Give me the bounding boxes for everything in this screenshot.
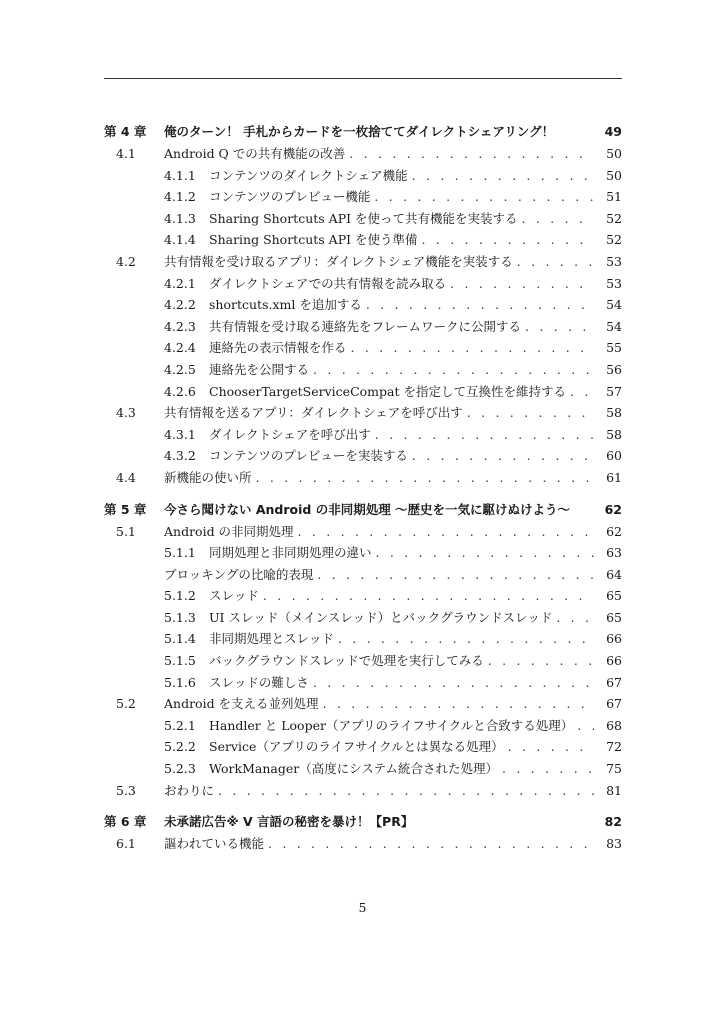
chapter-number: 第 6 章 — [104, 814, 147, 830]
entry-number: 4.4 — [116, 469, 136, 485]
entry-title: WorkManager（高度にシステム統合された処理） — [209, 761, 498, 777]
entry-title: コンテンツのダイレクトシェア機能 — [209, 167, 408, 183]
entry-title: Sharing Shortcuts API を使って共有機能を実装する — [209, 210, 518, 226]
header-rule — [104, 78, 622, 79]
entry-number: 5.3 — [116, 782, 136, 798]
entry-page: 61 — [606, 469, 622, 485]
entry-number: 4.3.2 — [164, 448, 196, 464]
entry-number: 4.2.3 — [164, 318, 196, 334]
entry-page: 65 — [606, 609, 622, 625]
entry-title: 謳われている機能 — [164, 836, 265, 852]
entry-number: 5.2.2 — [164, 739, 196, 755]
entry-title: ChooserTargetServiceCompat を指定して互換性を維持する — [209, 383, 566, 399]
toc-section-row[interactable] — [104, 833, 622, 855]
toc-subsection-row[interactable] — [104, 672, 622, 694]
entry-page: 57 — [606, 383, 622, 399]
entry-title: 新機能の使い所 — [164, 469, 252, 485]
entry-title: スレッド — [209, 588, 259, 604]
dot-leader — [418, 229, 594, 251]
entry-title: おわりに — [164, 782, 215, 798]
entry-number: 4.1.1 — [164, 167, 196, 183]
entry-number: 5.1.1 — [164, 545, 196, 561]
entry-page: 54 — [606, 318, 622, 334]
entry-number: 4.2.2 — [164, 297, 196, 313]
dot-leader — [372, 542, 594, 564]
entry-page: 60 — [606, 448, 622, 464]
toc-subsection-row[interactable] — [104, 165, 622, 187]
dot-leader — [518, 208, 594, 230]
entry-number: 4.3.1 — [164, 426, 196, 442]
entry-number: 5.1 — [116, 523, 136, 539]
chapter-number: 第 5 章 — [104, 501, 147, 517]
entry-page: 72 — [606, 739, 622, 755]
chapter-title: 俺のターン！ 手札からカードを一枚捨ててダイレクトシェアリング！ — [164, 124, 555, 139]
entry-number: 5.2.1 — [164, 717, 196, 733]
entry-page: 58 — [606, 426, 622, 442]
entry-number: 5.2.3 — [164, 761, 196, 777]
entry-title: UI スレッド（メインスレッド）とバックグラウンドスレッド — [209, 609, 553, 625]
entry-number: 5.1.6 — [164, 674, 196, 690]
entry-title: Android を支える並列処理 — [164, 696, 319, 712]
entry-page: 64 — [606, 566, 622, 582]
dot-leader — [309, 359, 594, 381]
entry-number: 5.2 — [116, 696, 136, 712]
entry-page: 66 — [606, 631, 622, 647]
entry-number: 4.1 — [116, 146, 136, 161]
toc-section-row[interactable] — [104, 693, 622, 715]
toc-section-row[interactable] — [104, 402, 622, 424]
entry-page: 68 — [606, 717, 622, 733]
chapter-title: 未承諾広告※ V 言語の秘密を暴け！【PR】 — [164, 814, 414, 830]
entry-page: 51 — [606, 189, 622, 205]
dot-leader — [484, 650, 594, 672]
entry-number: 4.2.1 — [164, 275, 196, 291]
dot-leader — [566, 381, 594, 403]
dot-leader — [319, 693, 594, 715]
entry-page: 50 — [606, 167, 622, 183]
entry-number: 4.2.6 — [164, 383, 196, 399]
toc-subsection-row[interactable] — [104, 758, 622, 780]
entry-number: 5.1.4 — [164, 631, 196, 647]
toc-subsection-row[interactable] — [104, 424, 622, 446]
entry-number: 4.1.2 — [164, 189, 196, 205]
chapter-page: 82 — [604, 814, 622, 830]
dot-leader — [294, 521, 594, 543]
toc-subsection-row[interactable] — [104, 381, 622, 403]
toc-subsection-row[interactable] — [104, 337, 622, 359]
entry-title: 連絡先の表示情報を作る — [209, 340, 347, 356]
entry-title: Android の非同期処理 — [164, 523, 294, 539]
toc-subsection-row[interactable] — [104, 542, 622, 564]
entry-page: 50 — [606, 146, 622, 161]
toc-subsection-row[interactable] — [104, 186, 622, 208]
entry-page: 52 — [606, 232, 622, 248]
entry-page: 63 — [606, 545, 622, 561]
entry-number: 4.2 — [116, 253, 136, 269]
toc-subsection-row[interactable] — [104, 715, 622, 737]
chapter-heading[interactable] — [104, 121, 622, 143]
entry-page: 58 — [606, 405, 622, 421]
entry-title: Android Q での共有機能の改善 — [164, 146, 346, 161]
dot-leader — [252, 467, 594, 489]
entry-title: shortcuts.xml を追加する — [209, 297, 362, 313]
entry-title: 同期処理と非同期処理の違い — [209, 545, 372, 561]
dot-leader — [498, 758, 594, 780]
entry-page: 75 — [606, 761, 622, 777]
toc-subsection-row[interactable] — [104, 294, 622, 316]
entry-page: 67 — [606, 674, 622, 690]
entry-number: 5.1.5 — [164, 653, 196, 669]
toc-subsection-row[interactable] — [104, 316, 622, 338]
entry-title: 非同期処理とスレッド — [209, 631, 334, 647]
toc-section-row[interactable] — [104, 780, 622, 802]
entry-page: 83 — [606, 836, 622, 852]
chapter-heading[interactable] — [104, 811, 622, 833]
entry-title: ダイレクトシェアでの共有情報を読み取る — [209, 275, 447, 291]
dot-leader — [408, 445, 594, 467]
dot-leader — [370, 186, 594, 208]
entry-page: 65 — [606, 588, 622, 604]
table-of-contents — [104, 121, 622, 855]
chapter-page: 49 — [604, 124, 622, 139]
entry-number: 4.3 — [116, 405, 136, 421]
dot-leader — [371, 424, 594, 446]
toc-subsection-row[interactable] — [104, 359, 622, 381]
dot-leader — [313, 564, 594, 586]
entry-page: 53 — [606, 275, 622, 291]
toc-subsection-row[interactable] — [104, 736, 622, 758]
toc-subsection-row[interactable] — [104, 273, 622, 295]
dot-leader — [513, 251, 594, 273]
toc-subsection-row[interactable] — [104, 607, 622, 629]
entry-number: 4.2.4 — [164, 340, 196, 356]
entry-title: コンテンツのプレビューを実装する — [209, 448, 408, 464]
dot-leader — [259, 585, 594, 607]
entry-number: 4.2.5 — [164, 361, 196, 377]
entry-number: 5.1.3 — [164, 609, 196, 625]
entry-title: ブロッキングの比喩的表現 — [164, 566, 314, 582]
chapter-number: 第 4 章 — [104, 124, 147, 139]
entry-title: ダイレクトシェアを呼び出す — [209, 426, 371, 442]
chapter-heading[interactable] — [104, 499, 622, 521]
entry-page: 67 — [606, 696, 622, 712]
entry-title: 共有情報を受け取るアプリ：ダイレクトシェア機能を実装する — [164, 253, 513, 269]
dot-leader — [521, 316, 594, 338]
page-number: 5 — [358, 900, 367, 915]
toc-section-row[interactable] — [104, 143, 622, 165]
entry-page: 55 — [606, 340, 622, 356]
entry-page: 52 — [606, 210, 622, 226]
entry-title: Sharing Shortcuts API を使う準備 — [209, 232, 418, 248]
entry-number: 4.1.3 — [164, 210, 196, 226]
dot-leader — [573, 715, 594, 737]
toc-subsection-row[interactable] — [104, 445, 622, 467]
dot-leader — [345, 143, 594, 165]
dot-leader — [347, 337, 594, 359]
entry-title: 共有情報を受け取る連絡先をフレームワークに公開する — [209, 318, 522, 334]
dot-leader — [504, 736, 594, 758]
dot-leader — [264, 833, 594, 855]
dot-leader — [214, 780, 594, 802]
toc-section-row[interactable] — [104, 467, 622, 489]
dot-leader — [362, 294, 594, 316]
entry-page: 53 — [606, 253, 622, 269]
entry-number: 6.1 — [116, 836, 136, 852]
entry-title: Handler と Looper（アプリのライフサイクルと合致する処理） — [209, 717, 574, 733]
toc-subsection-row[interactable] — [104, 564, 622, 586]
toc-subsection-row[interactable] — [104, 208, 622, 230]
dot-leader — [552, 607, 594, 629]
entry-title: コンテンツのプレビュー機能 — [209, 189, 371, 205]
dot-leader — [334, 628, 594, 650]
dot-leader — [446, 273, 594, 295]
chapter-title: 今さら聞けない Android の非同期処理 〜歴史を一気に駆けぬけよう〜 — [164, 501, 571, 517]
entry-number: 5.1.2 — [164, 588, 196, 604]
entry-page: 62 — [606, 523, 622, 539]
toc-subsection-row[interactable] — [104, 650, 622, 672]
dot-leader — [408, 165, 594, 187]
entry-title: Service（アプリのライフサイクルとは異なる処理） — [209, 739, 504, 755]
toc-section-row[interactable] — [104, 251, 622, 273]
dot-leader — [309, 672, 594, 694]
entry-page: 81 — [606, 782, 622, 798]
toc-subsection-row[interactable] — [104, 229, 622, 251]
entry-title: 連絡先を公開する — [209, 361, 310, 377]
toc-subsection-row[interactable] — [104, 585, 622, 607]
toc-subsection-row[interactable] — [104, 628, 622, 650]
entry-page: 56 — [606, 361, 622, 377]
entry-number: 4.1.4 — [164, 232, 196, 248]
entry-title: 共有情報を送るアプリ：ダイレクトシェアを呼び出す — [164, 405, 463, 421]
toc-section-row[interactable] — [104, 521, 622, 543]
entry-page: 54 — [606, 297, 622, 313]
dot-leader — [463, 402, 594, 424]
entry-title: スレッドの難しさ — [209, 674, 309, 690]
entry-page: 66 — [606, 653, 622, 669]
chapter-page: 62 — [604, 501, 622, 517]
entry-title: バックグラウンドスレッドで処理を実行してみる — [209, 653, 484, 669]
